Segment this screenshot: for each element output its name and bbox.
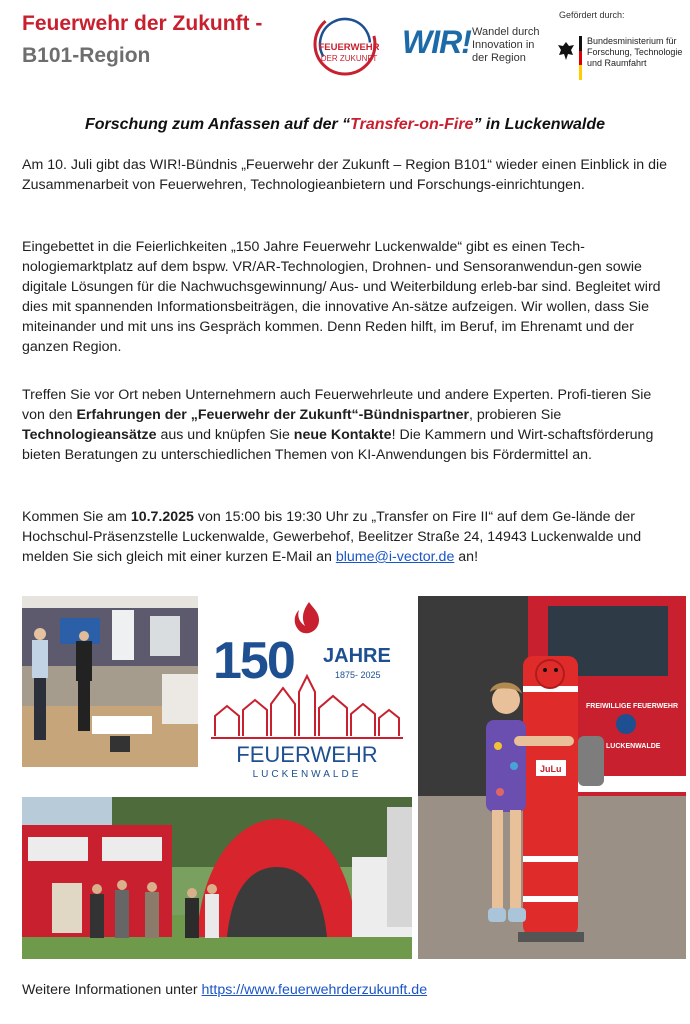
text-run: aus und knüpfen Sie <box>156 427 294 443</box>
anniversary-years: 1875- 2025 <box>335 670 381 680</box>
article-headline <box>0 116 690 134</box>
text-run: , probieren Sie <box>469 407 562 423</box>
photo-outdoor-tent <box>22 797 412 959</box>
ministry-name: Bundesministerium für Forschung, Technologie und Raumfahrt <box>587 36 683 68</box>
paragraph-invitation <box>22 507 668 567</box>
fdz-logo-line1: FEUERWEHR <box>318 42 380 53</box>
anniversary-org: FEUERWEHR <box>236 742 378 767</box>
page-title-line1: Feuerwehr der Zukunft - <box>22 12 263 35</box>
wir-logo-mark: WIR! <box>402 24 471 60</box>
text-run: von 15:00 bis 19:30 Uhr zu „Transfer on Fire II“ auf dem Ge-lände der Hochschul-Präsenzstelle Luckenwalde, Gewerbehof, Beelitzer Straße 24, 14943 Luckenwalde und melden Sie sich gleich mit einer kurzen E-Mail an <box>22 509 642 565</box>
photo-fire-truck-mascot <box>418 596 686 959</box>
text-run: Kommen Sie am <box>22 509 131 525</box>
headline-part: Forschung zum Anfassen auf der “ <box>84 116 351 133</box>
footer-info <box>22 982 427 998</box>
bold-run: Erfahrungen der „Feuerwehr der Zukunft“-Bündnispartner <box>76 407 469 423</box>
bold-run: neue Kontakte <box>293 427 392 443</box>
text-run: Treffen Sie vor Ort neben Unternehmern auch Feuerwehrleute und andere Experten. Profi-tieren Sie von den <box>22 387 652 423</box>
footer-text: Weitere Informationen unter <box>22 982 202 998</box>
text-run: an! <box>454 549 479 565</box>
mascot-label: JuLu <box>540 764 562 774</box>
event-date: 10.7.2025 <box>130 509 194 525</box>
federal-eagle-icon <box>557 40 575 62</box>
german-flag-stripe <box>579 36 582 80</box>
photo-indoor-booth <box>22 596 198 767</box>
anniversary-town: LUCKENWALDE <box>252 769 362 780</box>
paragraph-marketplace: Eingebettet in die Feierlichkeiten „150 Jahre Feuerwehr Luckenwalde“ gibt es einen Tech-nologiemarktplatz auf dem bspw. VR/AR-Technologien, Drohnen- und Sensoranwendun-gen sowie digitale Lösungen für die Nachwuchsgewinnung/ Aus- und Weiterbildung erleb-bar sind. Begleitet wird dies mit spannenden Informationsbeiträgen, die innovative An-sätze aufzeigen. Wir wollen, dass Sie miteinander und mit uns ins Gespräch kommen. Denn Reden hilft, im Beruf, im Ehrenamt und der ganzen Region. <box>22 239 661 355</box>
anniversary-word: JAHRE <box>323 645 391 667</box>
paragraph-networking <box>22 385 668 465</box>
email-link[interactable]: blume@i-vector.de <box>335 549 455 565</box>
paragraph-intro: Am 10. Juli gibt das WIR!-Bündnis „Feuerwehr der Zukunft – Region B101“ wieder einen Einblick in die Zusammenarbeit von Feuerwehren, Technologieanbietern und Forschungs-einrichtungen. <box>22 157 668 193</box>
fdz-logo-line2: DER ZUKUNFT <box>320 54 378 63</box>
anniversary-logo <box>205 596 410 786</box>
truck-door-text: FREIWILLIGE FEUERWEHR <box>586 703 679 710</box>
truck-door-town: LUCKENWALDE <box>606 743 661 750</box>
headline-part: ” in Luckenwalde <box>473 116 606 133</box>
anniversary-number: 150 <box>213 632 294 690</box>
funding-block <box>553 8 688 92</box>
bold-run: Technologieansätze <box>22 427 157 443</box>
page-title-line2: B101-Region <box>22 44 151 67</box>
wir-logo <box>402 22 550 72</box>
flame-icon <box>295 602 319 633</box>
headline-event-name: Transfer-on-Fire <box>350 116 474 133</box>
text-run: ! Die Kammern und Wirt-schaftsförderung bieten Beratungen zu unterschiedlichen Themen von KI-Anwendungen bis Fördermittel an. <box>22 427 654 463</box>
wir-tagline: Wandel durch Innovation in der Region <box>472 26 540 64</box>
website-link[interactable]: https://www.feuerwehrderzukunft.de <box>201 982 428 998</box>
funding-label: Gefördert durch: <box>559 10 625 20</box>
feuerwehr-der-zukunft-logo <box>303 10 395 82</box>
page-header <box>0 0 690 100</box>
